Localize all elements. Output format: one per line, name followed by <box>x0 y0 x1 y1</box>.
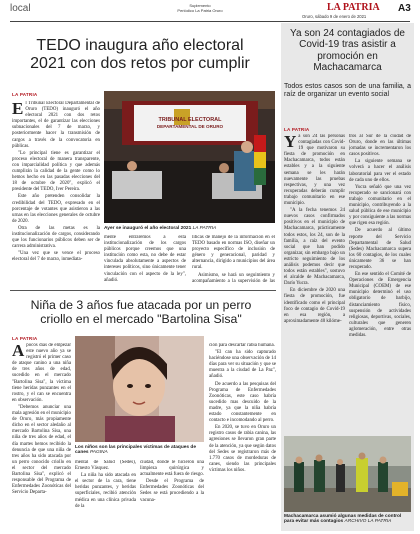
second-photo <box>75 336 204 442</box>
lead-col3-p2: Asimismo, se hará un seguimiento y acompañamiento a la supervisión de las <box>192 272 275 284</box>
paper-name: LA PATRIA <box>327 2 380 13</box>
second-column-4 <box>209 343 276 531</box>
lead-headline: TEDO inaugura año electoral 2021 con dos retos por cumplir <box>30 37 250 72</box>
page-number: A3 <box>398 3 411 14</box>
second-headline: Niña de 3 años fue atacada por un perro criollo en el mercado "Bartolina Sisa" <box>30 298 252 326</box>
lead-caption-text: Ayer se inauguró el año electoral 2021 <box>104 226 192 231</box>
second-col4-p2: "El can ha sido capturado haciéndose una observación de 14 días para ver su situación y que se muestra a la ciudad de La Paz", añadió. <box>209 350 276 380</box>
sidebar-caption-text: Machacamarca asumió algunas medidas de control para evitar más contagios <box>284 514 402 524</box>
sidebar-p1: a son 24 las personas contagiadas con Covid-19 que motivaron su fiesta de promoción en Machacamarca, todos están estables y a la siguiente semana se les harán nuevamente las pruebas respectivas, y una vez recuperadas deberán cumplir trabajo comunitario en ese municipio. <box>284 134 345 207</box>
lead-p4: Otra de las metas es la institucionalización de cargos, considerando que los funcionarios públicos deben ser de carrera administrativa. <box>12 225 100 250</box>
sidebar-caption-credit: ARCHIVO LA PATRIA <box>344 519 392 524</box>
sidebar-photo <box>284 436 411 512</box>
second-col3-p2: Desde el Programa de Enfermedades Zoonóticas del Sedes se está procediendo a la vacuna- <box>140 479 204 503</box>
lead-column-1 <box>12 101 100 284</box>
lead-caption-credit: LA PATRIA <box>192 226 217 231</box>
lead-photo <box>104 91 275 223</box>
supplement-line1: Suplemento <box>189 3 211 8</box>
sidebar-col2-p3: Yucra señaló que una vez recuperado se sancionará con trabajo comunitario en el municipio, contribuyendo a la salud pública de ese municipio y por consiguiente a las normas que rigen esa región. <box>349 184 411 227</box>
lead-p3: Este año pretenden consolidar la credibilidad del TEDO, expresado en el porcentaje de votantes que asistieron a las urnas en las elecciones generales de octubre de 2020. <box>12 194 100 224</box>
second-col2-p1: mental de Salud (Sedes), Ernesto Vásquez. <box>75 460 136 472</box>
sidebar-p2: "A la fecha tenemos 24 nuevos casos confirmados positivos en el municipio de Machacamarca, prácticamente todos estos, los 24, son de la familia, a raíz del evento social que han podido organizar, sin embargo bajo un estricto seguimiento de los análisis podemos decir que todos están estables", sostuvo el alcalde de Machacamarca, Darío Yucra. <box>284 208 345 287</box>
lead-photo-banner-line1: TRIBUNAL ELECTORAL <box>158 117 222 123</box>
second-col4-p4: En 2020, se tuvo en Oruro un registro casos de rabia canina, las agresiones se llevaron gran parte de la atención, ya que según datos del Sedes se registraron más de 1.770 casos de mordeduras de canes, siendo las principales víctimas los niños. <box>209 425 276 473</box>
second-column-2 <box>75 460 136 531</box>
sidebar-col2-p5: En ese sentido el Comité de Operaciones de Emergencia Municipal (COEM) de ese municipio determinó el uso obligatorio de barbijo, distanciamiento físico, suspensión de actividades religiosas, deportivas, sociales, culturales que generen aglomeración, entre otras medidas. <box>349 272 411 338</box>
lead-col2-p1: mente entraremos a esta institucionalización de los cargos públicos porque creemos que una institución como esta, no debe de estar vinculada absolutamente a aspectos de intereses políticos, sino únicamente tener vinculación con el aspecto de la ley", añadió. <box>104 235 186 283</box>
masthead-rule <box>10 21 410 22</box>
sidebar-column-1 <box>284 134 345 432</box>
sidebar-deck: Todos estos casos son de una familia, a raíz de organizar un evento social <box>284 83 411 99</box>
second-story-rule <box>10 290 276 291</box>
second-dropcap: A <box>12 343 25 360</box>
lead-col3-p1: líticas de manejo de la información en el TEDO basado en normas ISO, diseñar un proyecto específico de inclusión de género y generacional, paridad y alternancia, dirigido a municipios del área rural. <box>192 235 275 271</box>
sidebar-headline: Ya son 24 contagiados de Covid-19 tras asistir a promoción en Machacamarca <box>290 28 405 74</box>
second-tag: LA PATRIA <box>12 336 38 341</box>
second-photo-illustration <box>75 336 204 442</box>
second-p2: "Debemos anunciar una mala agresión en el municipio de Oruro, más propiamente dicho en el sector aledaño al mercado Bartolina Sisa, una niña de tres años de edad, el día martes hemos recibido la denuncia de que una niña de tres años ha sido atacada por un perro conocido criollo en el sector del mercado Bartolina Sisa", explicó el responsable del Programa de Enfermedades Zoonóticas del Servicio Departa- <box>12 404 71 496</box>
supplement-line2: Periódico La Patria Oruro <box>177 8 223 13</box>
second-caption-credit: PAGINA <box>89 450 108 455</box>
second-column-1 <box>12 343 71 531</box>
sidebar-photo-illustration <box>284 436 411 512</box>
supplement-badge <box>160 3 240 13</box>
second-col2-p2: La niña ha sido atacada en el sector de la cara, tiene heridas punzantes, y heridas superficiales, recibió atención médica en una clínica privada de la <box>75 473 136 509</box>
sidebar-dropcap: Y <box>284 134 297 151</box>
second-column-3 <box>140 460 204 531</box>
lead-photo-illustration <box>104 91 275 223</box>
second-photo-caption <box>75 445 204 455</box>
lead-photo-caption <box>104 226 275 231</box>
lead-p1: l Tribunal Electoral Departamental de Oruro (TEDO) inauguró el año electoral 2021 con dos retos importantes, el de garantizar las elecciones subnacionales del 7 de marzo, y posteriormente hacer la transmisión de cargos a través de la convocatoria en públicas. <box>12 101 100 149</box>
second-caption-text: Los niños son las principales víctimas de ataques de canes <box>75 445 197 455</box>
dateline: Oruro, sábado 9 de enero de 2021 <box>302 14 367 19</box>
sidebar-photo-caption <box>284 514 411 524</box>
lead-dropcap: E <box>12 101 24 118</box>
sidebar-p3: En diciembre de 2020 una fiesta de promoción, fue identificado como el principal foco de contagio de Covid-19 en esa región, a aproximadamente 40 kilóme- <box>284 288 345 324</box>
lead-p5: "Una vez que se vence el proceso electoral del 7 de marzo, inmediata- <box>12 251 100 263</box>
section-label: local <box>10 3 31 14</box>
lead-photo-banner-line2: DEPARTAMENTAL DE ORURO <box>156 124 224 129</box>
sidebar-col2-p1: tros al Sur de la ciudad de Oruro, donde en las últimas jornadas se incrementaron los casos positivos. <box>349 134 411 158</box>
lead-column-3 <box>192 235 275 285</box>
sidebar-tag: LA PATRIA <box>284 127 310 132</box>
second-p1: pocos días de empezar este nuevo año ya se registró el primer caso de ataque canino a una niña de tres años de edad, sucedido en el mercado "Bartolina Sisa", la víctima tiene heridas punzantes en el rostro, y el can se encuentra en observación. <box>12 343 71 403</box>
sidebar-col2-p4: De acuerdo al último reporte del Servicio Departamental de Salud (Sedes) Machacamarca supera los 60 contagios, de los cuales únicamente 36 se han recuperado. <box>349 228 411 270</box>
second-col3-p1: ciudad, donde le hicieron una limpieza quirúrgica y actualmente está fuera de riesgo. <box>140 460 204 478</box>
second-col4-p3: De acuerdo a las pesquisas del Programa de Enfermedades Zoonóticas, este caso habría sucedido mas descuido de la madre, ya que la niña habría estado constantemente en contacto e incomodando al perro. <box>209 381 276 424</box>
sidebar-col2-p2: La siguiente semana se volverá a hacer el análisis laboratorial para ver el estado de cada uno de ellos. <box>349 159 411 183</box>
sidebar-column-2 <box>349 134 411 432</box>
second-col4-p1: ción para descartar rabia humana. <box>209 343 275 348</box>
lead-tag: LA PATRIA <box>12 92 38 97</box>
lead-p2: "Lo principal tiene es garantizar el proceso electoral de manera transparente, con imparcialidad política y que además cumplirán la calidad de la gente como lo hemos hecho en las pasadas elecciones del 18 de octubre de 2020", explicó el presidente del TEDO, Iver Pereira. <box>12 150 100 193</box>
lead-column-2 <box>104 235 186 285</box>
